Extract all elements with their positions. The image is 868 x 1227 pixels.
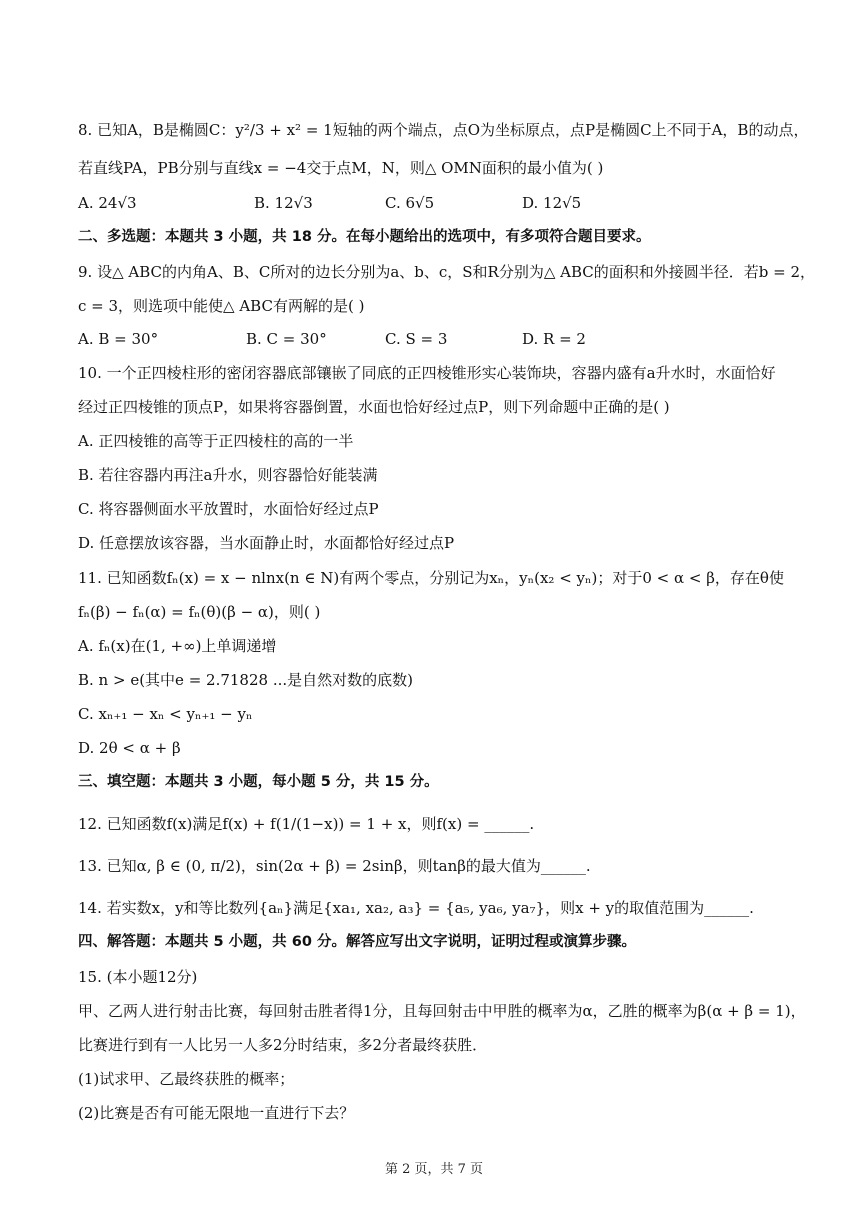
q15-part2: (2)比赛是否有可能无限地一直进行下去？ (78, 1104, 355, 1122)
q9-option-d: D. R = 2 (522, 330, 586, 348)
q10-option-b: B. 若往容器内再注a升水，则容器恰好能装满 (78, 466, 378, 484)
q9-line2: c = 3，则选项中能使△ ABC有两解的是( ) (78, 297, 365, 315)
q11-line2: fₙ(β) − fₙ(α) = fₙ(θ)(β − α)，则( ) (78, 603, 321, 621)
q10-option-c: C. 将容器侧面水平放置时，水面恰好经过点P (78, 500, 379, 518)
q10-option-a: A. 正四棱锥的高等于正四棱柱的高的一半 (78, 432, 354, 450)
q12: 12. 已知函数f(x)满足f(x) + f(1/(1−x)) = 1 + x，则f(x) = ______. (78, 815, 535, 833)
q9-line1: 9. 设△ ABC的内角A、B、C所对的边长分别为a、b、c，S和R分别为△ ABC的面积和外接圆半径．若b = 2， (78, 263, 816, 281)
q9-option-c: C. S = 3 (385, 330, 448, 348)
q8-line2: 若直线PA，PB分别与直线x = −4交于点M，N，则△ OMN面积的最小值为( ) (78, 159, 604, 177)
q8-line1: 8. 已知A，B是椭圆C：y²/3 + x² = 1短轴的两个端点，点O为坐标原点，点P是椭圆C上不同于A，B的动点， (78, 121, 809, 139)
q8-option-d: D. 12√5 (522, 194, 582, 212)
q15-line1: 甲、乙两人进行射击比赛，每回射击胜者得1分，且每回射击中甲胜的概率为α，乙胜的概率为β(α + β = 1)， (78, 1002, 806, 1020)
section-heading-fill-in: 三、填空题：本题共 3 小题，每小题 5 分，共 15 分。 (78, 774, 439, 790)
q11-line1: 11. 已知函数fₙ(x) = x − nlnx(n ∈ N)有两个零点，分别记为xₙ，yₙ(x₂ < yₙ)；对于0 < α < β，存在θ使 (78, 569, 784, 587)
q9-option-a: A. B = 30° (78, 330, 159, 348)
section-heading-free-response: 四、解答题：本题共 5 小题，共 60 分。解答应写出文字说明，证明过程或演算步骤。 (78, 934, 636, 950)
q15-line2: 比赛进行到有一人比另一人多2分时结束，多2分者最终获胜． (78, 1036, 488, 1054)
q9-options (78, 328, 808, 350)
q8-option-c: C. 6√5 (385, 194, 435, 212)
q10-line2: 经过正四棱锥的顶点P，如果将容器倒置，水面也恰好经过点P，则下列命题中正确的是( ) (78, 398, 670, 416)
q11-option-a: A. fₙ(x)在(1, +∞)上单调递增 (78, 637, 277, 655)
q9-option-b: B. C = 30° (246, 330, 327, 348)
q8-option-b: B. 12√3 (254, 194, 313, 212)
q14: 14. 若实数x，y和等比数列{aₙ}满足{xa₁, xa₂, a₃} = {a₅, ya₆, ya₇}，则x + y的取值范围为______. (78, 899, 754, 917)
q15-part1: (1)试求甲、乙最终获胜的概率； (78, 1070, 295, 1088)
q11-option-c: C. xₙ₊₁ − xₙ < yₙ₊₁ − yₙ (78, 705, 253, 723)
q11-option-b: B. n > e(其中e = 2.71828 ...是自然对数的底数) (78, 671, 413, 689)
q10-line1: 10. 一个正四棱柱形的密闭容器底部镶嵌了同底的正四棱锥形实心装饰块，容器内盛有a升水时，水面恰好 (78, 364, 776, 382)
q13: 13. 已知α, β ∈ (0, π/2)，sin(2α + β) = 2sinβ，则tanβ的最大值为______. (78, 857, 591, 875)
q10-option-d: D. 任意摆放该容器，当水面静止时，水面都恰好经过点P (78, 534, 455, 552)
q8-options (78, 192, 808, 214)
page-footer: 第 2 页，共 7 页 (384, 1162, 484, 1177)
q8-option-a: A. 24√3 (78, 194, 137, 212)
q15-header: 15. (本小题12分) (78, 968, 198, 986)
q11-option-d: D. 2θ < α + β (78, 739, 181, 757)
section-heading-multiple-choice: 二、多选题：本题共 3 小题，共 18 分。在每小题给出的选项中，有多项符合题目要求。 (78, 229, 651, 245)
